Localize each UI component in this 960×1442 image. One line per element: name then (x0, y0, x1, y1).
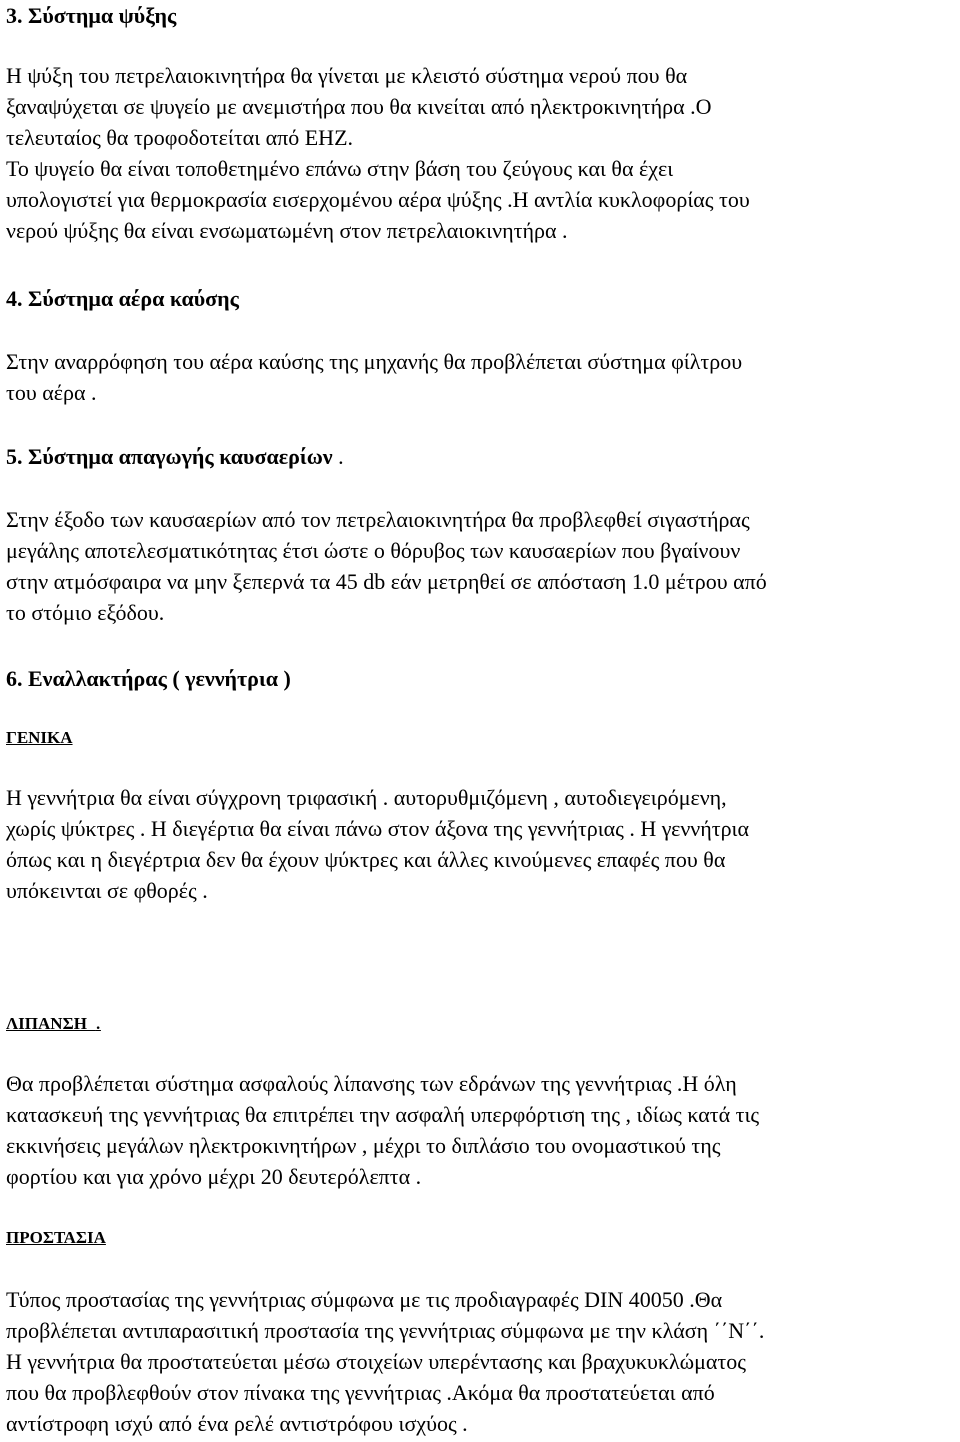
text-line: εκκινήσεις μεγάλων ηλεκτροκινητήρων , μέχρι το διπλάσιο του ονομαστικού της (6, 1133, 721, 1158)
text-line: υπόκεινται σε φθορές . (6, 878, 208, 903)
text-line: κατασκευή της γεννήτριας θα επιτρέπει την ασφαλή υπερφόρτιση της , ιδίως κατά τις (6, 1102, 760, 1127)
text-line: Θα προβλέπεται σύστημα ασφαλούς λίπανσης των εδράνων της γεννήτριας .Η όλη (6, 1071, 737, 1096)
section-5-title-suffix: . (332, 444, 344, 469)
section-4-paragraph (6, 346, 742, 408)
text-line: Το ψυγείο θα είναι τοποθετημένο επάνω στην βάση του ζεύγους και θα έχει (6, 156, 674, 181)
text-line: τελευταίος θα τροφοδοτείται από ΕΗΖ. (6, 125, 354, 150)
lubrication-title: ΛΙΠΑΝΣΗ (6, 1014, 96, 1033)
text-line: υπολογιστεί για θερμοκρασία εισερχομένου αέρα ψύξης .Η αντλία κυκλοφορίας του (6, 187, 750, 212)
section-4-heading: 4. Σύστημα αέρα καύσης (6, 286, 239, 311)
text-line: φορτίου και για χρόνο μέχρι 20 δευτερόλεπτα . (6, 1164, 422, 1189)
text-line: νερού ψύξης θα είναι ενσωματωμένη στον πετρελαιοκινητήρα . (6, 218, 568, 243)
text-line: Η γεννήτρια θα προστατεύεται μέσω στοιχείων υπερέντασης και βραχυκυκλώματος (6, 1349, 746, 1374)
protection-paragraph (6, 1284, 764, 1439)
text-line: το στόμιο εξόδου. (6, 600, 165, 625)
text-line: Τύπος προστασίας της γεννήτριας σύμφωνα με τις προδιαγραφές DIN 40050 .Θα (6, 1287, 723, 1312)
section-5-paragraph (6, 504, 767, 628)
lubrication-paragraph (6, 1068, 759, 1192)
section-6-heading: 6. Εναλλακτήρας ( γεννήτρια ) (6, 666, 291, 691)
lubrication-subheading (6, 1010, 101, 1036)
lubrication-title-suffix: . (95, 1009, 101, 1034)
text-line: μεγάλης αποτελεσματικότητας έτσι ώστε ο θόρυβος των καυσαερίων που βγαίνουν (6, 538, 741, 563)
text-line: στην ατμόσφαιρα να μην ξεπερνά τα 45 db εάν μετρηθεί σε απόσταση 1.0 μέτρου από (6, 569, 767, 594)
text-line: Η ψύξη του πετρελαιοκινητήρα θα γίνεται με κλειστό σύστημα νερού που θα (6, 63, 688, 88)
text-line: Η γεννήτρια θα είναι σύγχρονη τριφασική . αυτορυθμιζόμενη , αυτοδιεγειρόμενη, (6, 785, 727, 810)
section-5-title: 5. Σύστημα απαγωγής καυσαερίων (6, 444, 333, 469)
section-3-heading: 3. Σύστημα ψύξης (6, 3, 177, 28)
protection-subheading: ΠΡΟΣΤΑΣΙΑ (6, 1228, 106, 1247)
text-line: ξαναψύχεται σε ψυγείο με ανεμιστήρα που θα κινείται από ηλεκτροκινητήρα .Ο (6, 94, 712, 119)
text-line: Στην έξοδο των καυσαερίων από τον πετρελαιοκινητήρα θα προβλεφθεί σιγαστήρας (6, 507, 750, 532)
section-5-heading (6, 442, 344, 472)
general-subheading: ΓΕΝΙΚΑ (6, 728, 73, 747)
text-line: που θα προβλεφθούν στον πίνακα της γεννήτριας .Ακόμα θα προστατεύεται από (6, 1380, 715, 1405)
text-line: Στην αναρρόφηση του αέρα καύσης της μηχανής θα προβλέπεται σύστημα φίλτρου (6, 349, 743, 374)
general-paragraph (6, 782, 749, 906)
text-line: όπως και η διεγέρτρια δεν θα έχουν ψύκτρες και άλλες κινούμενες επαφές που θα (6, 847, 726, 872)
text-line: αντίστροφη ισχύ από ένα ρελέ αντιστρόφου ισχύος . (6, 1411, 468, 1436)
text-line: του αέρα . (6, 380, 97, 405)
section-3-paragraph (6, 60, 750, 246)
text-line: προβλέπεται αντιπαρασιτική προστασία της γεννήτριας σύμφωνα με την κλάση ΄΄Ν΄΄. (6, 1318, 765, 1343)
text-line: χωρίς ψύκτρες . Η διεγέρτια θα είναι πάνω στον άξονα της γεννήτριας . Η γεννήτρια (6, 816, 749, 841)
